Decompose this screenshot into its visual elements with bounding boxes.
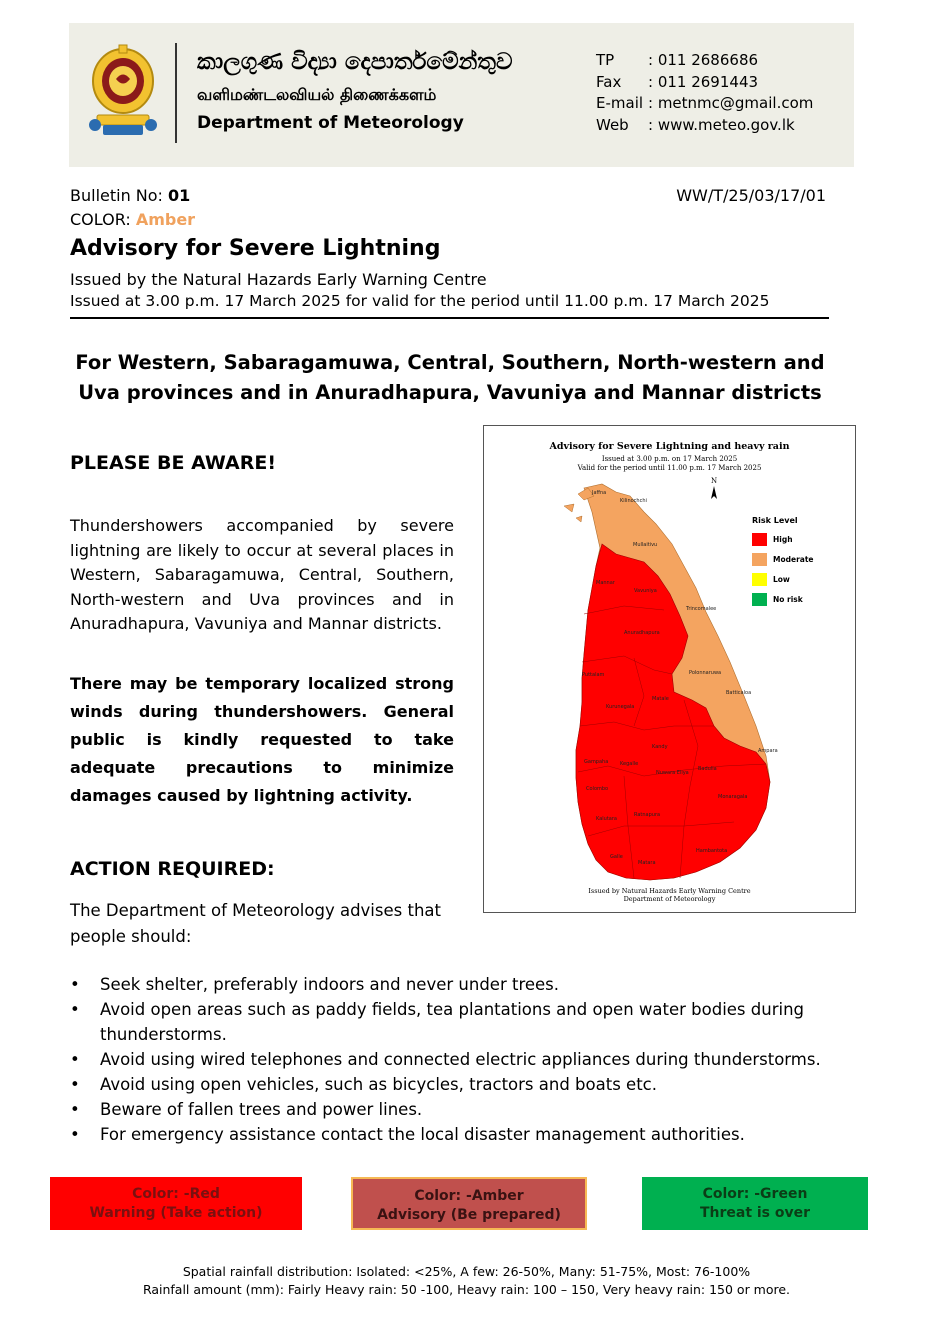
district-label: Monaragala bbox=[718, 794, 748, 800]
bulletin-number-value: 01 bbox=[168, 186, 191, 205]
header-divider bbox=[175, 43, 177, 143]
contact-row-web bbox=[596, 115, 813, 137]
district-label: Kurunegala bbox=[606, 704, 635, 710]
issued-by: Issued by the Natural Hazards Early Warning Centre bbox=[70, 270, 487, 289]
district-label: Ratnapura bbox=[634, 812, 661, 818]
district-label: Trincomalee bbox=[686, 606, 717, 612]
bullet-icon: • bbox=[70, 1125, 80, 1144]
district-label: Kandy bbox=[652, 744, 668, 750]
color-box-green bbox=[642, 1177, 868, 1230]
legend-label: No risk bbox=[773, 595, 803, 604]
list-item bbox=[70, 997, 860, 1047]
district-label: Mannar bbox=[596, 580, 615, 586]
bulletin-label: Bulletin No: bbox=[70, 186, 169, 205]
color-box-title: Color: -Green bbox=[702, 1186, 808, 1202]
bulletin-number bbox=[70, 186, 190, 205]
district-label: Hambantota bbox=[696, 848, 728, 854]
letterhead bbox=[69, 23, 854, 167]
action-list bbox=[70, 972, 860, 1147]
page-title: Advisory for Severe Lightning bbox=[70, 236, 441, 261]
contact-value: : 011 2686686 bbox=[648, 51, 759, 69]
contact-row-email bbox=[596, 93, 813, 115]
district-label: Kegalle bbox=[620, 761, 639, 767]
color-box-desc: Advisory (Be prepared) bbox=[377, 1207, 561, 1223]
legend-label: High bbox=[773, 535, 793, 544]
district-label: Vavuniya bbox=[634, 588, 657, 594]
north-arrow-icon bbox=[711, 486, 717, 499]
contact-label: E-mail bbox=[596, 94, 644, 112]
list-item bbox=[70, 972, 860, 997]
contact-label: TP bbox=[596, 51, 615, 69]
issued-at: Issued at 3.00 p.m. 17 March 2025 for valid for the period until 11.00 p.m. 17 March 2025 bbox=[70, 292, 770, 310]
list-item bbox=[70, 1122, 860, 1147]
district-label: Mullaitivu bbox=[633, 542, 658, 548]
list-item-text: Avoid using wired telephones and connected electric appliances during thunderstorms. bbox=[100, 1050, 821, 1069]
district-label: Anuradhapura bbox=[624, 630, 660, 636]
legend-item-moderate bbox=[752, 553, 814, 566]
forecast-paragraph: Thundershowers accompanied by severe lightning are likely to occur at several places in Western, Sabaragamuwa, Central, Southern, North-western and Uva provinces and in Anuradhapura, Vavuniya and Mannar districts. bbox=[70, 516, 454, 633]
contact-value: : 011 2691443 bbox=[648, 72, 759, 91]
district-label: Batticaloa bbox=[726, 690, 752, 696]
contact-list bbox=[596, 50, 813, 136]
map-valid: Valid for the period until 11.00 p.m. 17 March 2025 bbox=[577, 464, 762, 472]
district-label: Galle bbox=[610, 854, 623, 860]
bullet-icon: • bbox=[70, 1050, 80, 1069]
legend-label: Moderate bbox=[773, 555, 814, 564]
map-footer-line2: Department of Meteorology bbox=[623, 895, 716, 903]
bulletin-color bbox=[70, 210, 195, 229]
legend-item-high bbox=[752, 533, 814, 546]
district-label: Polonnaruwa bbox=[689, 670, 722, 676]
color-box-title: Color: -Red bbox=[132, 1186, 220, 1202]
legend-swatch bbox=[752, 553, 767, 566]
legend-item-low bbox=[752, 573, 814, 586]
district-label: Matale bbox=[652, 696, 669, 702]
contact-label: Fax bbox=[596, 72, 622, 91]
map-footer-line1: Issued by Natural Hazards Early Warning Centre bbox=[588, 887, 751, 895]
list-item-text: For emergency assistance contact the local disaster management authorities. bbox=[100, 1125, 745, 1144]
divider bbox=[70, 317, 829, 319]
legend-swatch bbox=[752, 533, 767, 546]
district-label: Matara bbox=[638, 860, 656, 866]
bullet-icon: • bbox=[70, 1075, 80, 1094]
contact-value[interactable]: : www.meteo.gov.lk bbox=[648, 115, 795, 134]
north-label: N bbox=[710, 477, 718, 485]
district-label: Ampara bbox=[758, 748, 778, 754]
national-emblem-icon bbox=[89, 41, 157, 141]
district-label: Puttalam bbox=[582, 672, 605, 678]
winds-warning-paragraph: There may be temporary localized strong winds during thundershowers. General public is kindly requested to take adequate precautions to minimize damages caused by lightning activity. bbox=[70, 674, 454, 805]
map-issued: Issued at 3.00 p.m. on 17 March 2025 bbox=[601, 455, 738, 463]
legend-swatch bbox=[752, 573, 767, 586]
bullet-icon: • bbox=[70, 1000, 80, 1019]
department-name-english: Department of Meteorology bbox=[197, 113, 464, 133]
aware-heading: PLEASE BE AWARE! bbox=[70, 452, 277, 474]
district-label: Badulla bbox=[698, 766, 717, 772]
department-name-tamil: வளிமண்டலவியல் திணைக்களம் bbox=[197, 85, 437, 104]
map-title: Advisory for Severe Lightning and heavy rain bbox=[549, 441, 790, 452]
risk-map bbox=[483, 425, 856, 913]
color-value: Amber bbox=[135, 210, 196, 229]
legend-title: Risk Level bbox=[752, 516, 798, 525]
sri-lanka-map bbox=[484, 426, 855, 912]
list-item-text: Avoid open areas such as paddy fields, tea plantations and open water bodies during thunderstorms. bbox=[100, 1000, 804, 1044]
legend-label: Low bbox=[773, 575, 790, 584]
regions-heading: For Western, Sabaragamuwa, Central, Southern, North-western and Uva provinces and in Anuradhapura, Vavuniya and Mannar districts bbox=[75, 351, 825, 404]
list-item bbox=[70, 1072, 860, 1097]
department-name-sinhala: කාලගුණ විද්‍යා දෙපාර්තමේන්තුව bbox=[197, 49, 513, 75]
bullet-icon: • bbox=[70, 975, 80, 994]
footer-distribution: Spatial rainfall distribution: Isolated: <25%, A few: 26-50%, Many: 51-75%, Most: 76-100% bbox=[182, 1264, 751, 1279]
legend-swatch bbox=[752, 593, 767, 606]
list-item-text: Seek shelter, preferably indoors and never under trees. bbox=[100, 975, 560, 994]
islet bbox=[564, 504, 574, 512]
district-label: Colombo bbox=[586, 786, 609, 792]
action-heading: ACTION REQUIRED: bbox=[70, 858, 275, 880]
legend-item-no-risk bbox=[752, 593, 814, 606]
color-box-desc: Warning (Take action) bbox=[89, 1205, 263, 1221]
color-box-amber bbox=[351, 1177, 587, 1230]
list-item-text: Avoid using open vehicles, such as bicycles, tractors and boats etc. bbox=[100, 1075, 657, 1094]
contact-row-fax bbox=[596, 72, 813, 94]
district-label: Jaffna bbox=[592, 490, 607, 496]
contact-value[interactable]: : metnmc@gmail.com bbox=[648, 94, 814, 112]
footer-rainfall: Rainfall amount (mm): Fairly Heavy rain: 50 -100, Heavy rain: 100 – 150, Very heavy rain: 150 or more. bbox=[142, 1282, 791, 1297]
bullet-icon: • bbox=[70, 1100, 80, 1119]
color-box-red bbox=[50, 1177, 302, 1230]
map-footer bbox=[484, 887, 855, 903]
contact-label: Web bbox=[596, 115, 629, 134]
color-label: COLOR: bbox=[70, 210, 136, 229]
list-item bbox=[70, 1047, 860, 1072]
district-label: Gampaha bbox=[584, 759, 609, 765]
contact-row-tp bbox=[596, 50, 813, 72]
map-legend bbox=[752, 516, 814, 613]
district-label: Nuwara Eliya bbox=[656, 770, 689, 776]
color-box-desc: Threat is over bbox=[699, 1205, 811, 1221]
reference-code: WW/T/25/03/17/01 bbox=[676, 186, 826, 205]
list-item bbox=[70, 1097, 860, 1122]
islet bbox=[576, 516, 582, 522]
color-box-title: Color: -Amber bbox=[414, 1188, 524, 1204]
advise-text: The Department of Meteorology advises that people should: bbox=[70, 901, 441, 946]
district-label: Kalutara bbox=[596, 816, 617, 822]
list-item-text: Beware of fallen trees and power lines. bbox=[100, 1100, 423, 1119]
district-label: Kilinochchi bbox=[620, 498, 647, 504]
